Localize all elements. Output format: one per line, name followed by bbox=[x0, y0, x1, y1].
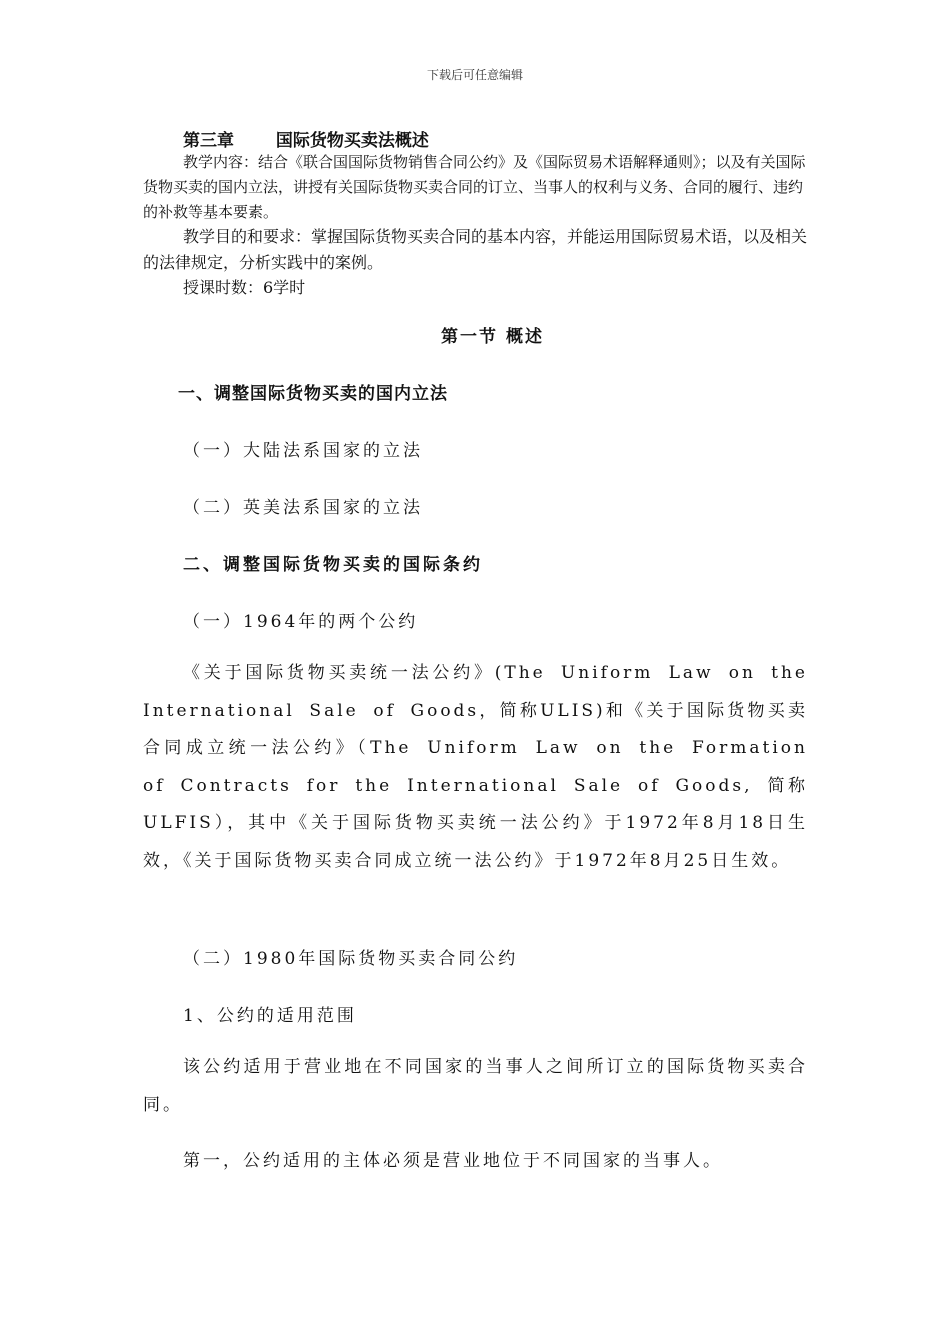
part2-heading: 二、调整国际货物买卖的国际条约 bbox=[183, 555, 483, 575]
part2-para2: 该公约适用于营业地在不同国家的当事人之间所订立的国际货物买卖合同。 bbox=[143, 1057, 808, 1115]
section-title: 第一节 概述 bbox=[441, 327, 544, 347]
page-header-note: 下载后可任意编辑 bbox=[426, 68, 523, 82]
part1-sub2: （二）英美法系国家的立法 bbox=[183, 498, 423, 518]
chapter-heading bbox=[183, 126, 848, 151]
chapter-label: 第三章 bbox=[183, 131, 234, 151]
teaching-content: 教学内容：结合《联合国国际货物销售合同公约》及《国际贸易术语解释通则》；以及有关国际货物买卖的国内立法，讲授有关国际货物买卖合同的订立、当事人的权利与义务、合同的履行、违约的补救等基本要素。 bbox=[143, 153, 806, 221]
part2-para1: 《关于国际货物买卖统一法公约》(The Uniform Law on the International Sale of Goods，简称ULIS)和《关于国际货物买卖合同成立统一法公约》（The Uniform Law on the Formation of Contracts for the International Sale of Goods, 简称ULFIS），其中《关于国际货物买卖统一法公约》于1972年8月18日生效，《关于国际货物买卖合同成立统一法公约》于1972年8月25日生效。 bbox=[143, 663, 808, 871]
teaching-goals: 教学目的和要求：掌握国际货物买卖合同的基本内容，并能运用国际贸易术语，以及相关的法律规定，分析实践中的案例。 bbox=[143, 227, 808, 272]
part2-item1: 1、公约的适用范围 bbox=[183, 1006, 357, 1026]
teaching-hours: 授课时数：6学时 bbox=[183, 278, 306, 297]
part1-sub1: （一）大陆法系国家的立法 bbox=[183, 441, 423, 461]
chapter-title: 国际货物买卖法概述 bbox=[275, 131, 429, 151]
part1-heading: 一、调整国际货物买卖的国内立法 bbox=[178, 384, 448, 404]
part2-para3: 第一，公约适用的主体必须是营业地位于不同国家的当事人。 bbox=[183, 1151, 723, 1171]
part2-sub1: （一）1964年的两个公约 bbox=[183, 612, 419, 632]
part2-sub2: （二）1980年国际货物买卖合同公约 bbox=[183, 949, 519, 969]
